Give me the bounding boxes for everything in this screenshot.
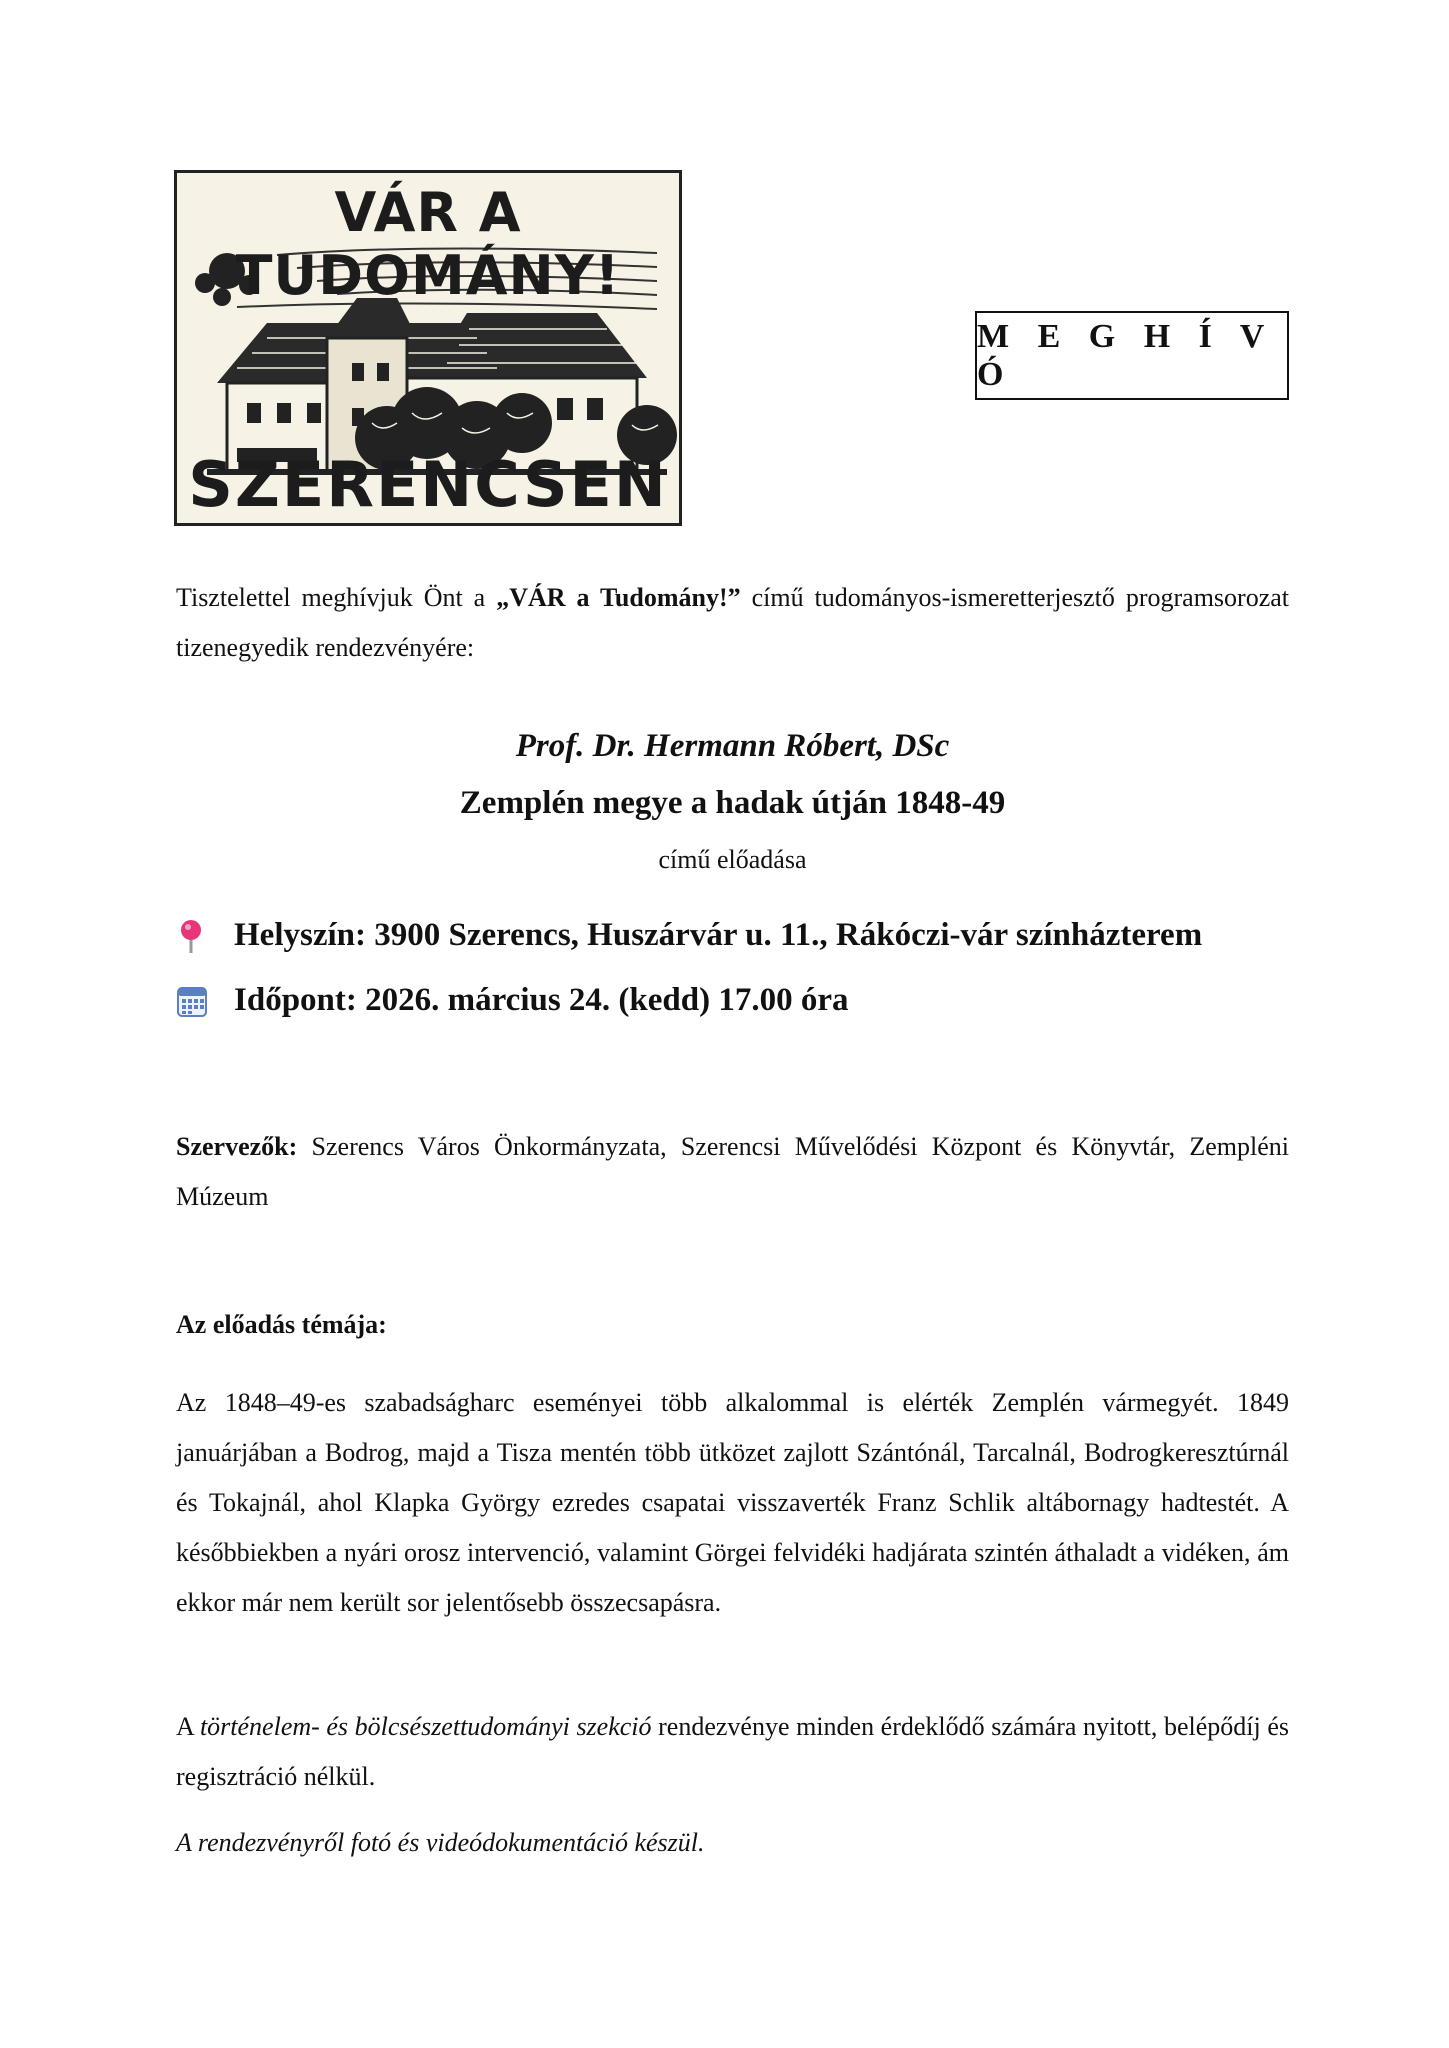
invitation-label: M E G H Í V Ó bbox=[975, 311, 1289, 400]
date-text: Időpont: 2026. március 24. (kedd) 17.00 óra bbox=[234, 982, 849, 1018]
photo-note: A rendezvényről fotó és videódokumentáció készül. bbox=[176, 1828, 705, 1857]
event-logo bbox=[174, 170, 682, 526]
open-note-section: történelem- és bölcsészettudományi szekció bbox=[199, 1712, 652, 1741]
lecture-title: Zemplén megye a hadak útján 1848-49 bbox=[459, 785, 1006, 821]
open-note-after: rendezvénye minden érdeklődő számára nyitott, belépődíj és regisztráció nélkül. bbox=[176, 1712, 1289, 1791]
logo-town: SZERENCSEN bbox=[188, 448, 668, 521]
intro-before: Tisztelettel meghívjuk Önt a bbox=[176, 583, 497, 612]
lecture-subtitle: című előadása bbox=[658, 845, 807, 874]
date-line bbox=[176, 975, 849, 1025]
intro-paragraph bbox=[176, 573, 1289, 673]
open-note-before: A bbox=[176, 1712, 200, 1741]
organizers-label: Szervezők: bbox=[176, 1132, 298, 1161]
calendar-icon bbox=[176, 983, 206, 1017]
speaker-name: Prof. Dr. Hermann Róbert, DSc bbox=[515, 728, 950, 764]
intro-after: című tudományos-ismeretterjesztő programsorozat tizenegyedik rendezvényére: bbox=[176, 583, 1290, 662]
map-pin-icon bbox=[176, 918, 206, 952]
organizers-paragraph bbox=[176, 1122, 1289, 1222]
open-note bbox=[176, 1702, 1289, 1802]
intro-series-name: „VÁR a Tudomány!” bbox=[496, 583, 741, 612]
organizers-text: Szerencs Város Önkormányzata, Szerencsi Művelődési Központ és Könyvtár, Zempléni Múzeum bbox=[176, 1132, 1289, 1211]
topic-paragraph: Az 1848–49-es szabadságharc eseményei több alkalommal is elérték Zemplén vármegyét. 1849 januárjában a Bodrog, majd a Tisza mentén több ütközet zajlott Szántónál, Tarcalnál, Bodrogkeresztúrnál és Tokajnál, ahol Klapka György ezredes csapatai visszaverték Franz Schlik altábornagy hadtestét. A későbbiekben a nyári orosz intervenció, valamint Görgei felvidéki hadjárata szintén áthaladt a vidéken, ám ekkor már nem került sor jelentősebb összecsapásra. bbox=[176, 1388, 1289, 1617]
location-line bbox=[176, 910, 1202, 960]
logo-title: VÁR A TUDOMÁNY! bbox=[235, 181, 621, 307]
topic-heading: Az előadás témája: bbox=[176, 1310, 387, 1339]
location-text: Helyszín: 3900 Szerencs, Huszárvár u. 11., Rákóczi-vár színházterem bbox=[234, 917, 1203, 953]
